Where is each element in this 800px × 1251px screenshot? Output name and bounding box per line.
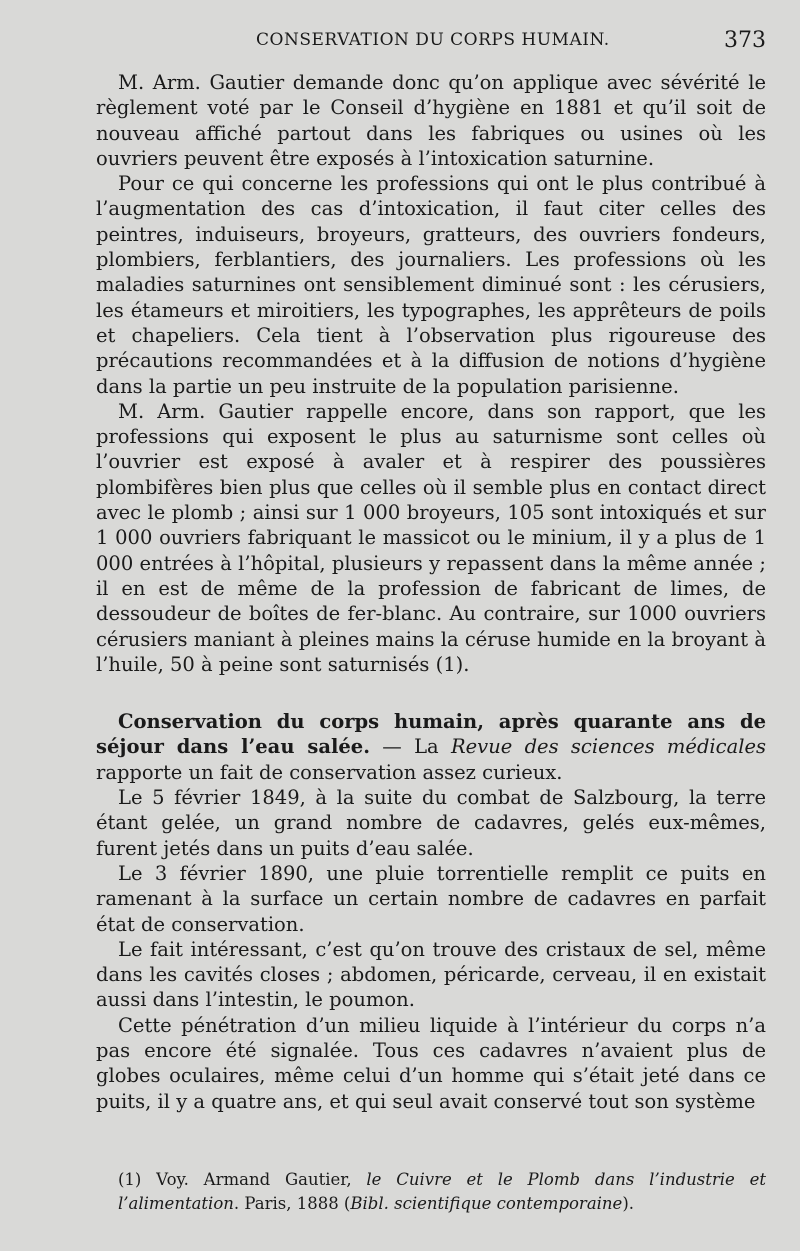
paragraph-2: Pour ce qui concerne les professions qui ont le plus contribué à l’augmentation des cas d’intoxication, il faut citer celles des peintres, induiseurs, broyeurs, gratteurs, des ouvriers fondeurs, plombiers, ferblantiers, des journaliers. Les professions où les maladies saturnines ont sensiblement diminué sont : les cérusiers, les étameurs et miroitiers, les typographes, les apprêteurs de poils et chapeliers. Cela tient à l’observation plus rigoureuse des précautions recommandées et à la diffusion de notions d’hygiène dans la partie un peu instruite de la population parisienne.: [96, 172, 766, 398]
section-lead-rest: rapporte un fait de conservation assez curieux.: [96, 760, 563, 784]
section-lead-paragraph: [96, 709, 766, 785]
section-paragraph-3: Le fait intéressant, c’est qu’on trouve des cristaux de sel, même dans les cavités closes ; abdomen, péricarde, cerveau, il en existait aussi dans l’intestin, le poumon.: [96, 937, 766, 1012]
running-head: [96, 30, 766, 60]
section-paragraph-4: Cette pénétration d’un milieu liquide à l’intérieur du corps n’a pas encore été signalée. Tous ces cadavres n’avaient plus de globes oculaires, même celui d’un homme qui s’était jeté dans ce puits, il y a quatre ans, et qui seul avait conservé tout son système: [96, 1013, 766, 1113]
body-text: [96, 70, 766, 1114]
paragraph-1: M. Arm. Gautier demande donc qu’on applique avec sévérité le règlement voté par le Conseil d’hygiène en 1881 et qu’il soit de nouveau affiché partout dans les fabriques ou usines où les ouvriers peuvent être exposés à l’intoxication saturnine.: [96, 71, 766, 170]
section-paragraph-2: Le 3 février 1890, une pluie torrentielle remplit ce puits en ramenant à la surface un certain nombre de cadavres en parfait état de conservation.: [96, 861, 766, 936]
running-title: CONSERVATION DU CORPS HUMAIN.: [256, 30, 610, 50]
section-gap: [96, 677, 766, 709]
footnote-book-title: le Cuivre et le Plomb dans l’industrie et l’alimentation: [118, 1170, 766, 1213]
page-number: 373: [724, 28, 766, 53]
section-lead-dash: — La: [370, 735, 451, 759]
footnote-series: Bibl. scientifique contemporaine: [350, 1194, 623, 1213]
footnote-place-year: . Paris, 1888 (: [233, 1194, 351, 1213]
footnote-end: ).: [622, 1194, 635, 1213]
journal-title: Revue des sciences médicales: [450, 735, 766, 759]
footnote-marker: (1) Voy. Armand Gautier,: [118, 1170, 367, 1189]
section-title: Conservation du corps humain, après quarante ans de séjour dans l’eau salée.: [96, 710, 766, 759]
footnote: [118, 1168, 766, 1216]
paragraph-3: M. Arm. Gautier rappelle encore, dans son rapport, que les professions qui exposent le plus au saturnisme sont celles où l’ouvrier est exposé à avaler et à respirer des poussières plombifères bien plus que celles où il semble plus en contact direct avec le plomb ; ainsi sur 1 000 broyeurs, 105 sont intoxiqués et sur 1 000 ouvriers fabriquant le massicot ou le minium, il y a plus de 1 000 entrées à l’hôpital, plusieurs y repassent dans la même année ; il en est de même de la profession de fabricant de limes, de dessoudeur de boîtes de fer-blanc. Au contraire, sur 1000 ouvriers cérusiers maniant à pleines mains la céruse humide en la broyant à l’huile, 50 à peine sont saturnisés (1).: [96, 399, 766, 676]
section-paragraph-1: Le 5 février 1849, à la suite du combat de Salzbourg, la terre étant gelée, un grand nombre de cadavres, gelés eux-mêmes, furent jetés dans un puits d’eau salée.: [96, 786, 766, 860]
